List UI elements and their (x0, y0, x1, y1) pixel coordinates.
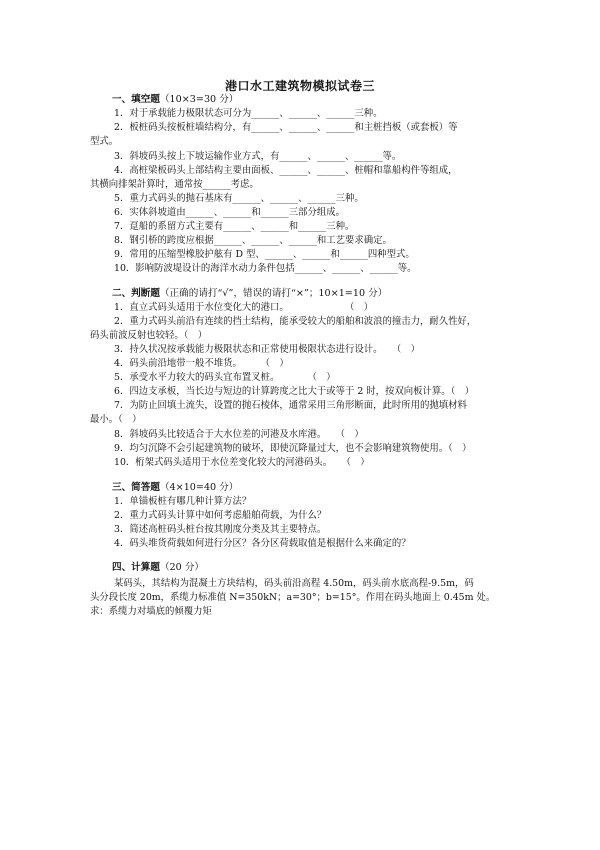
s2-line-8: 7．为防止回填土流失，设置的抛石棱体，通常采用三角形断面，此时所用的抛填材料 (114, 400, 467, 411)
section-2-heading (112, 287, 387, 300)
s3-line-2: 2．重力式码头计算中如何考虑船舶荷载，为什么？ (114, 510, 327, 521)
section-4-title: 四、计算题 (112, 562, 160, 573)
section-3-heading (112, 481, 238, 494)
s1-line-3: 型式。 (90, 136, 119, 147)
s2-line-10: 8．斜坡码头比较适合于大水位差的河港及水库港。 （ ） (114, 429, 364, 440)
s4-line-1: 某码头，其结构为混凝土方块结构，码头前沿高程 4.50m，码头前水底高程-9.5m，码 (114, 578, 474, 589)
s1-line-2: 2．板桩码头按板桩墙结构分，有______、______、______和主桩挡板（或套板）等 (114, 122, 458, 133)
s1-line-6: 其横向排架計算时，通常按______考虑。 (90, 179, 259, 190)
section-2-score: （正确的请打“√”，错误的请打“×”；10×1=10 分） (159, 288, 388, 299)
section-2-title: 二、判断题 (112, 288, 160, 299)
s4-line-2: 头分段长度 20m，系缆力标准值 N=350kN；a=30°；b=15°。作用在码头地面上 0.45m 处。 (90, 592, 496, 603)
s2-line-12: 10．桁架式码头适用于水位差变化较大的河港码头。 （ ） (114, 457, 370, 468)
s1-line-8: 6．实体斜坡道由______、______和______三部分组成。 (114, 207, 345, 218)
exam-title: 港口水工建筑物模拟试卷三 (224, 79, 375, 93)
s2-line-4: 3．持久状况按承载能力极限状态和正常使用极限状态进行设计。 （ ） (114, 344, 420, 355)
s3-line-1: 1．单锚板桩有哪几种计算方法？ (114, 496, 252, 507)
s1-line-7: 5．重力式码头的抛石基床有______、______、______三种。 (114, 193, 364, 204)
s1-line-11: 9．常用的压缩型橡胶护舷有 D 型、______、______和______四种型式。 (114, 249, 415, 260)
s2-line-3: 码头前波反射也较轻。（ ） (90, 330, 208, 341)
s1-line-4: 3．斜坡码头按上下坡运输作业方式，有______、______、______等。 (114, 151, 402, 162)
s2-line-1: 1．直立式码头适用于水位变化大的港口。 （ ） (114, 302, 374, 313)
section-1-title: 一、填空题 (112, 94, 160, 105)
s1-line-5: 4．高桩梁板码头上部结构主要由面板、______、______、桩帽和靠船构件等组成， (114, 165, 458, 176)
s2-line-7: 6．四边支承板，当长边与短边的计算跨度之比大于或等于 2 时，按双向板计算。（ ） (114, 386, 475, 397)
s2-line-9: 最小。（ ） (90, 414, 142, 425)
s1-line-1: 1．对于承载能力极限状态可分为______、______、______三种。 (114, 108, 383, 119)
section-3-score: （4×10=40 分） (159, 482, 239, 493)
s1-line-10: 8．钢引桥的跨度应根据______、______、______和工艺要求确定。 (114, 235, 392, 246)
section-4-heading (112, 561, 204, 574)
s2-line-6: 5．承受水平力较大的码头宜布置叉桩。 （ ） (114, 372, 336, 383)
s2-line-11: 9．均匀沉降不会引起建筑物的破坏，即使沉降量过大，也不会影响建筑物使用。（ ） (114, 443, 472, 454)
s3-line-4: 4．码头堆货荷载如何进行分区？各分区荷载取值是根据什么来确定的？ (114, 538, 411, 549)
s3-line-3: 3．简述高桩码头桩台按其刚度分类及其主要特点。 (114, 524, 327, 535)
section-1-heading (112, 93, 238, 106)
section-4-score: （20 分） (159, 562, 205, 573)
section-1-score: （10×3=30 分） (159, 94, 239, 105)
s2-line-2: 2．重力式码头前沿有连续的挡土结构，能承受较大的船舶和波浪的撞击力，耐久性好， (114, 316, 477, 327)
s1-line-12: 10．影响防波堤设计的海洋水动力条件包括______、______、______等。 (114, 263, 417, 274)
s1-line-9: 7．趸船的系留方式主要有______、______和______三种。 (114, 221, 355, 232)
section-3-title: 三、简答题 (112, 482, 160, 493)
s2-line-5: 4．码头前沿地带一般不堆货。 （ ） (114, 358, 289, 369)
s4-line-3: 求：系缆力对墙底的倾覆力矩 (90, 606, 212, 617)
